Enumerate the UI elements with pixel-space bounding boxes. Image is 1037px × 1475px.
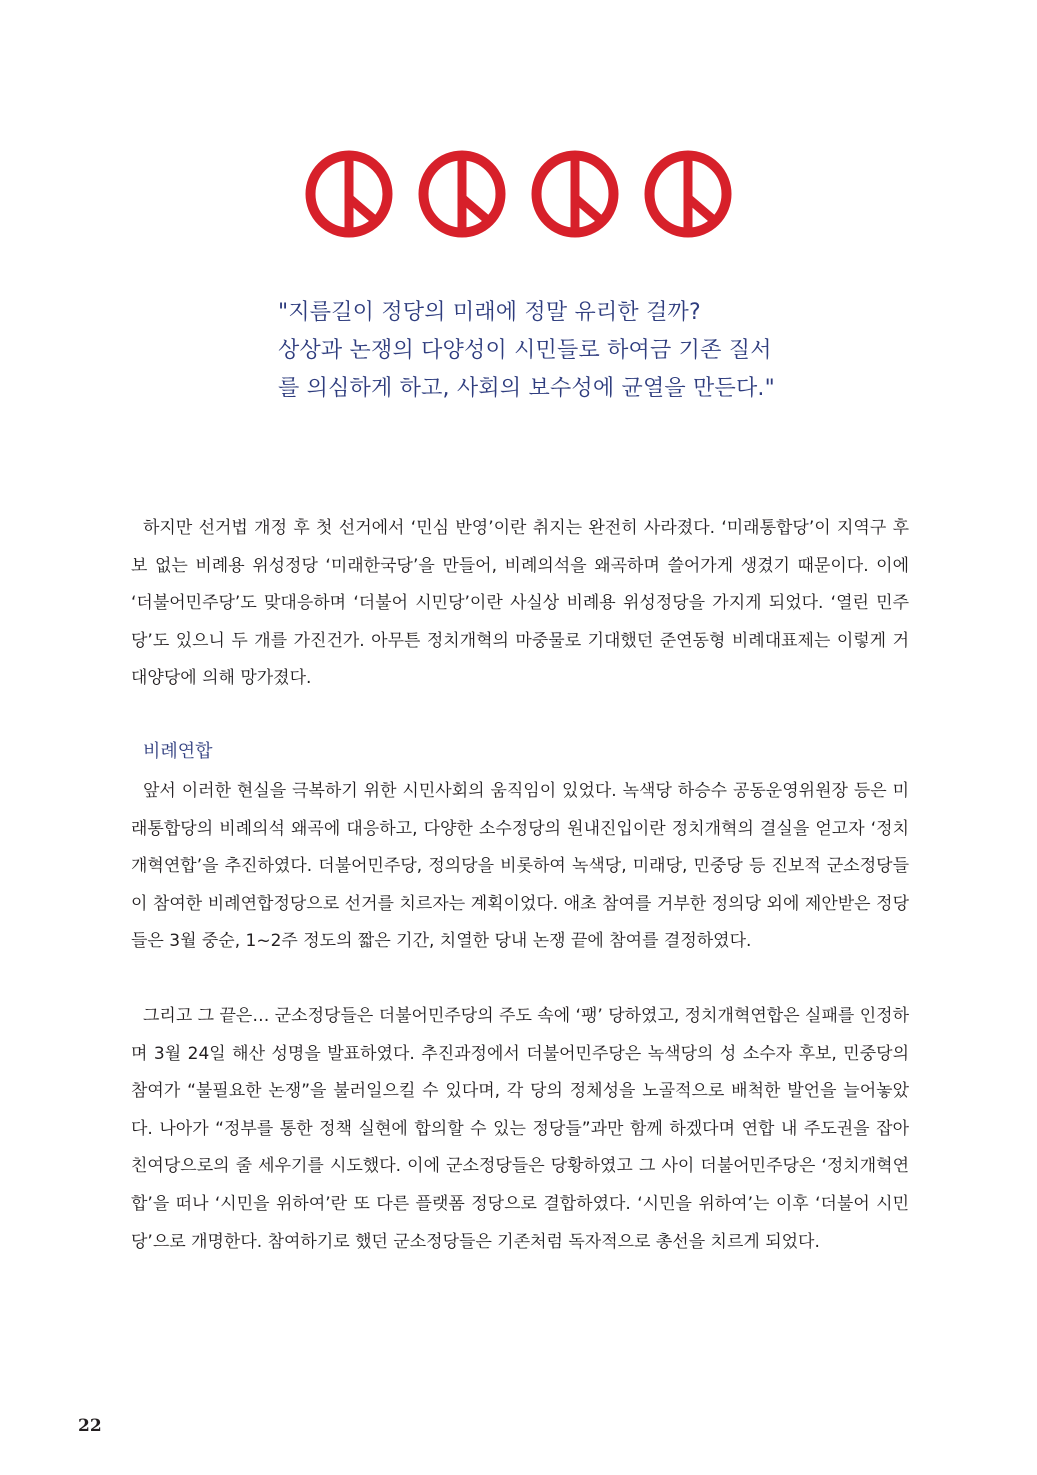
ballot-stamp-icon [643,149,733,239]
body-paragraph: 그리고 그 끝은… 군소정당들은 더불어민주당의 주도 속에 ‘팽’ 당하였고, 정치개혁연합은 실패를 인정하며 3월 24일 해산 성명을 발표하였다. 추진과정에서 더불어민주당은 녹색당의 성 소수자 후보, 민중당의 참여가 “불필요한 논쟁”을 불러일으킬 수 있다며, 각 당의 정체성을 노골적으로 배척한 발언을 늘어놓았다. 나아가 “정부를 통한 정책 실현에 합의할 수 있는 정당들”과만 함께 하겠다며 연합 내 주도권을 잡아 친여당으로의 줄 세우기를 시도했다. 이에 군소정당들은 당황하였고 그 사이 더불어민주당은 ‘정치개혁연합’을 떠나 ‘시민을 위하여’란 또 다른 플랫폼 정당으로 결합하였다. ‘시민을 위하여’는 이후 ‘더불어 시민당’으로 개명한다. 참여하기로 했던 군소정당들은 기존처럼 독자적으로 총선을 치르게 되었다. [131,1006,909,1252]
ballot-stamp-icon [530,149,620,239]
ballot-stamp-icon [304,149,394,239]
page-number: 22 [78,1416,102,1436]
pull-quote-line: 상상과 논쟁의 다양성이 시민들로 하여금 기존 질서 [278,338,772,363]
body-paragraph: 하지만 선거법 개정 후 첫 선거에서 ‘민심 반영’이란 취지는 완전히 사라졌다. ‘미래통합당’이 지역구 후보 없는 비례용 위성정당 ‘미래한국당’을 만들어, 비례의석을 왜곡하며 쓸어가게 생겼기 때문이다. 이에 ‘더불어민주당’도 맞대응하며 ‘더불어 시민당’이란 사실상 비례용 위성정당을 가지게 되었다. ‘열린 민주당’도 있으니 두 개를 가진건가. 아무튼 정치개혁의 마중물로 기대했던 준연동형 비례대표제는 이렇게 거대양당에 의해 망가졌다. [131,518,909,689]
section-heading: 비례연합 [143,741,213,762]
pull-quote-line: "지름길이 정당의 미래에 정말 유리한 걸까? [278,300,701,325]
body-paragraph: 앞서 이러한 현실을 극복하기 위한 시민사회의 움직임이 있었다. 녹색당 하승수 공동운영위원장 등은 미래통합당의 비례의석 왜곡에 대응하고, 다양한 소수정당의 원내진입이란 정치개혁의 결실을 얻고자 ‘정치개혁연합’을 추진하였다. 더불어민주당, 정의당을 비롯하여 녹색당, 미래당, 민중당 등 진보적 군소정당들이 참여한 비례연합정당으로 선거를 치르자는 계획이었다. 애초 참여를 거부한 정의당 외에 제안받은 정당들은 3월 중순, 1~2주 정도의 짧은 기간, 치열한 당내 논쟁 끝에 참여를 결정하였다. [131,781,909,952]
pull-quote-line: 를 의심하게 하고, 사회의 보수성에 균열을 만든다." [278,376,775,401]
ballot-stamp-icon [417,149,507,239]
ballot-stamp-marks [304,149,733,239]
pull-quote [278,294,838,408]
